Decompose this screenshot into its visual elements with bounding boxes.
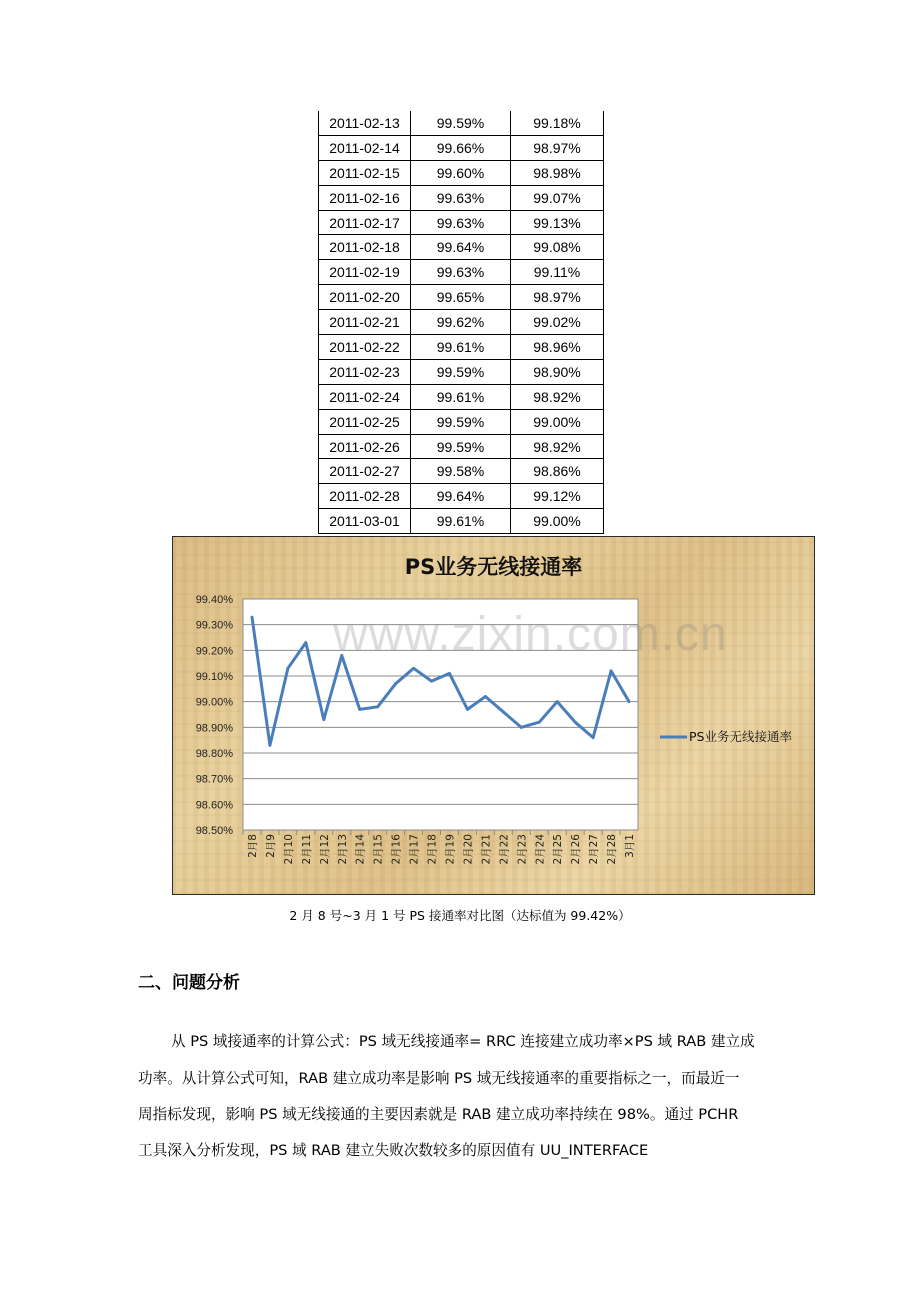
x-tick-label: 2月16 [390, 834, 403, 865]
y-tick-label: 98.80% [195, 748, 233, 760]
date-cell: 2011-02-16 [319, 185, 411, 210]
value-cell: 98.92% [511, 384, 604, 409]
legend-label: PS业务无线接通率 [689, 729, 792, 744]
x-tick-label: 2月13 [336, 834, 349, 865]
table-row [319, 285, 604, 310]
x-tick-label: 2月23 [516, 834, 529, 865]
paragraph-line: 工具深入分析发现，PS 域 RAB 建立失败次数较多的原因值有 UU_INTERFACE [138, 1142, 649, 1159]
data-point [484, 695, 487, 698]
line-chart [173, 537, 814, 894]
y-tick-label: 98.50% [195, 825, 233, 837]
section-heading: 二、问题分析 [138, 973, 240, 993]
table-row [319, 310, 604, 335]
value-cell: 99.00% [511, 409, 604, 434]
data-table [318, 111, 604, 534]
x-tick-label: 2月27 [588, 834, 601, 865]
date-cell: 2011-02-19 [319, 260, 411, 285]
y-tick-label: 99.30% [195, 619, 233, 632]
x-tick-label: 2月18 [426, 834, 439, 865]
table-row [319, 335, 604, 360]
data-point [538, 721, 541, 724]
data-point [376, 705, 379, 708]
data-point [520, 726, 523, 729]
value-cell: 99.61% [411, 335, 511, 360]
table-row [319, 160, 604, 185]
x-tick-label: 2月22 [498, 834, 511, 865]
table-row [319, 409, 604, 434]
value-cell: 98.97% [511, 285, 604, 310]
value-cell: 99.63% [411, 185, 511, 210]
value-cell: 99.59% [411, 359, 511, 384]
table-row [319, 235, 604, 260]
x-tick-label: 2月14 [354, 834, 367, 865]
value-cell: 99.59% [411, 434, 511, 459]
table-row [319, 359, 604, 384]
date-cell: 2011-02-24 [319, 384, 411, 409]
date-cell: 2011-02-18 [319, 235, 411, 260]
value-cell: 99.07% [511, 185, 604, 210]
date-cell: 2011-02-28 [319, 484, 411, 509]
value-cell: 99.65% [411, 285, 511, 310]
value-cell: 99.58% [411, 459, 511, 484]
value-cell: 99.59% [411, 111, 511, 135]
x-tick-label: 2月19 [444, 834, 457, 865]
value-cell: 98.92% [511, 434, 604, 459]
data-point [412, 667, 415, 670]
figure-caption: 2 月 8 号~3 月 1 号 PS 接通率对比图（达标值为 99.42%） [289, 908, 631, 923]
data-point [556, 700, 559, 703]
date-cell: 2011-02-17 [319, 210, 411, 235]
date-cell: 2011-02-21 [319, 310, 411, 335]
y-tick-label: 99.00% [195, 696, 233, 709]
table-row [319, 135, 604, 160]
y-tick-label: 99.20% [195, 645, 233, 658]
data-point [304, 641, 307, 644]
value-cell: 99.64% [411, 235, 511, 260]
table-row [319, 434, 604, 459]
value-cell: 99.18% [511, 111, 604, 135]
data-point [394, 682, 397, 685]
value-cell: 98.90% [511, 359, 604, 384]
x-tick-label: 2月21 [480, 834, 493, 865]
paragraph-line: 功率。从计算公式可知，RAB 建立成功率是影响 PS 域无线接通率的重要指标之一，而最近一 [138, 1070, 740, 1087]
date-cell: 2011-02-14 [319, 135, 411, 160]
x-tick-label: 2月10 [282, 834, 295, 865]
date-cell: 2011-02-20 [319, 285, 411, 310]
x-tick-label: 2月11 [300, 834, 313, 865]
value-cell: 99.63% [411, 210, 511, 235]
x-tick-label: 2月12 [318, 834, 331, 865]
data-point [269, 744, 272, 747]
x-tick-label: 2月17 [408, 834, 421, 865]
date-cell: 2011-02-27 [319, 459, 411, 484]
x-tick-label: 2月20 [462, 834, 475, 865]
data-point [628, 700, 631, 703]
data-point [286, 667, 289, 670]
table-row [319, 384, 604, 409]
table-row [319, 484, 604, 509]
table-row [319, 210, 604, 235]
x-tick-label: 2月28 [606, 834, 619, 865]
y-tick-label: 98.90% [195, 722, 233, 735]
date-cell: 2011-02-25 [319, 409, 411, 434]
value-cell: 99.66% [411, 135, 511, 160]
date-cell: 2011-02-23 [319, 359, 411, 384]
value-cell: 99.02% [511, 310, 604, 335]
value-cell: 99.11% [511, 260, 604, 285]
value-cell: 99.62% [411, 310, 511, 335]
date-cell: 2011-03-01 [319, 509, 411, 534]
chart-title: PS业务无线接通率 [404, 555, 583, 579]
date-cell: 2011-02-13 [319, 111, 411, 135]
table-row [319, 459, 604, 484]
table-row [319, 111, 604, 135]
value-cell: 99.61% [411, 509, 511, 534]
data-point [502, 711, 505, 714]
table-row [319, 260, 604, 285]
value-cell: 98.97% [511, 135, 604, 160]
value-cell: 99.12% [511, 484, 604, 509]
y-tick-label: 99.40% [195, 594, 233, 606]
x-tick-label: 3月1 [624, 834, 637, 858]
data-point [430, 680, 433, 683]
value-cell: 99.60% [411, 160, 511, 185]
data-point [466, 708, 469, 711]
x-tick-label: 2月9 [264, 834, 277, 858]
watermark: www.zixin.com.cn [333, 608, 728, 661]
paragraph-line: 周指标发现，影响 PS 域无线接通的主要因素就是 RAB 建立成功率持续在 98%。通过 PCHR [138, 1106, 739, 1123]
table-row [319, 509, 604, 534]
value-cell: 98.96% [511, 335, 604, 360]
value-cell: 98.86% [511, 459, 604, 484]
data-point [251, 616, 254, 619]
x-tick-label: 2月8 [246, 834, 259, 858]
date-cell: 2011-02-22 [319, 335, 411, 360]
paragraph-line: 从 PS 域接通率的计算公式：PS 域无线接通率= RRC 连接建立成功率×PS 域 RAB 建立成 [171, 1033, 755, 1050]
value-cell: 99.13% [511, 210, 604, 235]
data-point [358, 708, 361, 711]
value-cell: 99.64% [411, 484, 511, 509]
table-row [319, 185, 604, 210]
date-cell: 2011-02-26 [319, 434, 411, 459]
value-cell: 99.61% [411, 384, 511, 409]
x-tick-label: 2月15 [372, 834, 385, 865]
date-cell: 2011-02-15 [319, 160, 411, 185]
value-cell: 99.59% [411, 409, 511, 434]
data-point [610, 669, 613, 672]
value-cell: 99.08% [511, 235, 604, 260]
value-cell: 99.00% [511, 509, 604, 534]
value-cell: 99.63% [411, 260, 511, 285]
y-tick-label: 99.10% [195, 671, 233, 683]
data-point [574, 721, 577, 724]
data-point [592, 736, 595, 739]
y-tick-label: 98.60% [195, 799, 233, 812]
value-cell: 98.98% [511, 160, 604, 185]
data-point [448, 672, 451, 675]
x-tick-label: 2月26 [570, 834, 583, 865]
chart-frame [172, 536, 815, 895]
x-tick-label: 2月25 [552, 834, 565, 865]
data-point [322, 718, 325, 721]
x-tick-label: 2月24 [534, 834, 547, 865]
y-tick-label: 98.70% [195, 773, 233, 786]
